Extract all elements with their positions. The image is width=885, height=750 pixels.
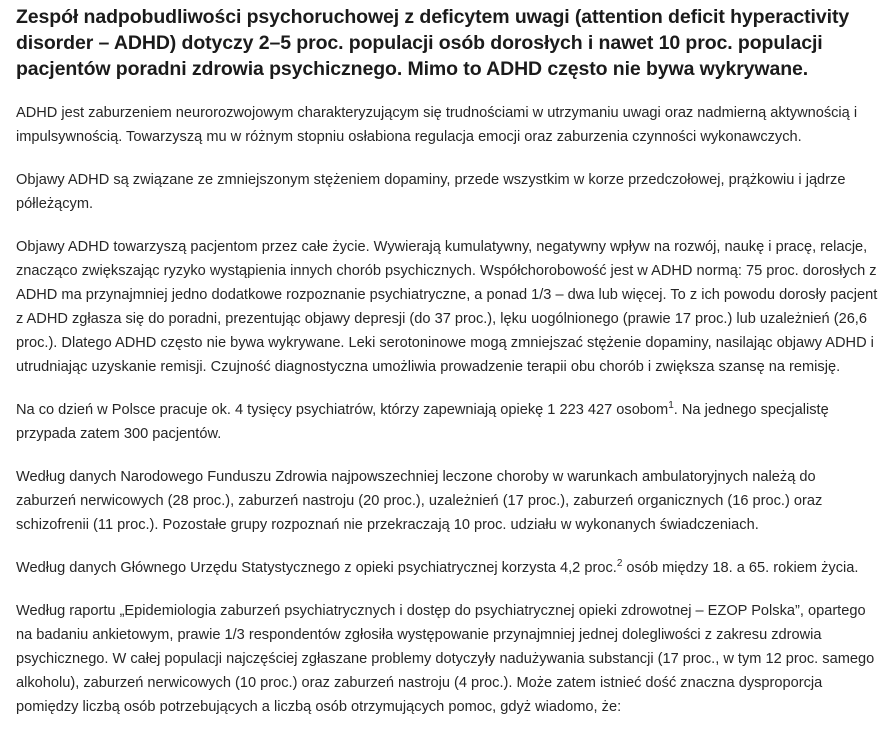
paragraph-psychiatrists-count — [16, 398, 878, 446]
paragraph-text: Według danych Głównego Urzędu Statystycznego z opieki psychiatrycznej korzysta 4,2 proc. — [16, 560, 617, 576]
footnote-ref[interactable]: 2 — [616, 558, 623, 570]
footnote-ref[interactable]: 1 — [668, 400, 674, 412]
paragraph-dopamine: Objawy ADHD są związane ze zmniejszonym stężeniem dopaminy, przede wszystkim w korze przedczołowej, prążkowiu i jądrze półleżącym. — [16, 172, 846, 212]
paragraph-text: . Na jednego specjalistę przypada zatem 300 pacjentów. — [16, 402, 829, 442]
paragraph-ezop-report: Według raportu „Epidemiologia zaburzeń psychiatrycznych i dostęp do psychiatrycznej opieki zdrowotnej – EZOP Polska”, opartego na badaniu ankietowym, prawie 1/3 respondentów zgłosiła występowanie przynajmniej jednej dolegliwości z zakresu zdrowia psychicznego. W całej populacji najczęściej zgłaszane problemy dotyczyły nadużywania substancji (17 proc., w tym 12 proc. samego alkoholu), zaburzeń nerwicowych (10 proc.) oraz zaburzeń nastroju (4 proc.). Może zatem istnieć dość znaczna dysproporcja pomiędzy liczbą osób potrzebujących a liczbą osób otrzymujących pomoc, gdyż wiadomo, że: — [16, 603, 875, 715]
paragraph-gus-data — [16, 556, 878, 580]
paragraph-nfz-data: Według danych Narodowego Funduszu Zdrowia najpowszechniej leczone choroby w warunkach ambulatoryjnych należą do zaburzeń nerwicowych (28 proc.), zaburzeń nastroju (20 proc.), uzależnień (17 proc.), zaburzeń organicznych (16 proc.) oraz schizofrenii (11 proc.). Pozostałe grupy rozpoznań nie przekraczają 10 proc. udziału w wykonanych świadczeniach. — [16, 469, 823, 533]
paragraph-adhd-definition: ADHD jest zaburzeniem neurorozwojowym charakteryzującym się trudnościami w utrzymaniu uwagi oraz nadmierną aktywnością i impulsywnością. Towarzyszą mu w różnym stopniu osłabiona regulacja emocji oraz zaburzenia czynności wykonawczych. — [16, 105, 858, 145]
lead-paragraph: Zespół nadpobudliwości psychoruchowej z deficytem uwagi (attention deficit hyperactivity disorder – ADHD) dotyczy 2–5 proc. populacji osób dorosłych i nawet 10 proc. populacji pacjentów poradni zdrowia psychicznego. Mimo to ADHD często nie bywa wykrywane. — [16, 6, 850, 80]
paragraph-text: osób między 18. a 65. rokiem życia. — [622, 560, 859, 576]
paragraph-comorbidity: Objawy ADHD towarzyszą pacjentom przez całe życie. Wywierają kumulatywny, negatywny wpływ na rozwój, naukę i pracę, relacje, znacząco zwiększając ryzyko wystąpienia innych chorób psychicznych. Współchorobowość jest w ADHD normą: 75 proc. dorosłych z ADHD ma przynajmniej jedno dodatkowe rozpoznanie psychiatryczne, a ponad 1/3 – dwa lub więcej. To z ich powodu dorosły pacjent z ADHD zgłasza się do poradni, prezentując objawy depresji (do 37 proc.), lęku uogólnionego (prawie 17 proc.) lub uzależnień (26,6 proc.). Dlatego ADHD często nie bywa wykrywane. Leki serotoninowe mogą zmniejszać stężenie dopaminy, nasilając objawy ADHD i utrudniając uzyskanie remisji. Czujność diagnostyczna umożliwia prowadzenie terapii obu chorób i zwiększa szansę na remisję. — [16, 239, 878, 375]
article — [16, 0, 878, 719]
paragraph-text: Na co dzień w Polsce pracuje ok. 4 tysięcy psychiatrów, którzy zapewniają opiekę 1 223 427 osobom — [16, 402, 669, 418]
